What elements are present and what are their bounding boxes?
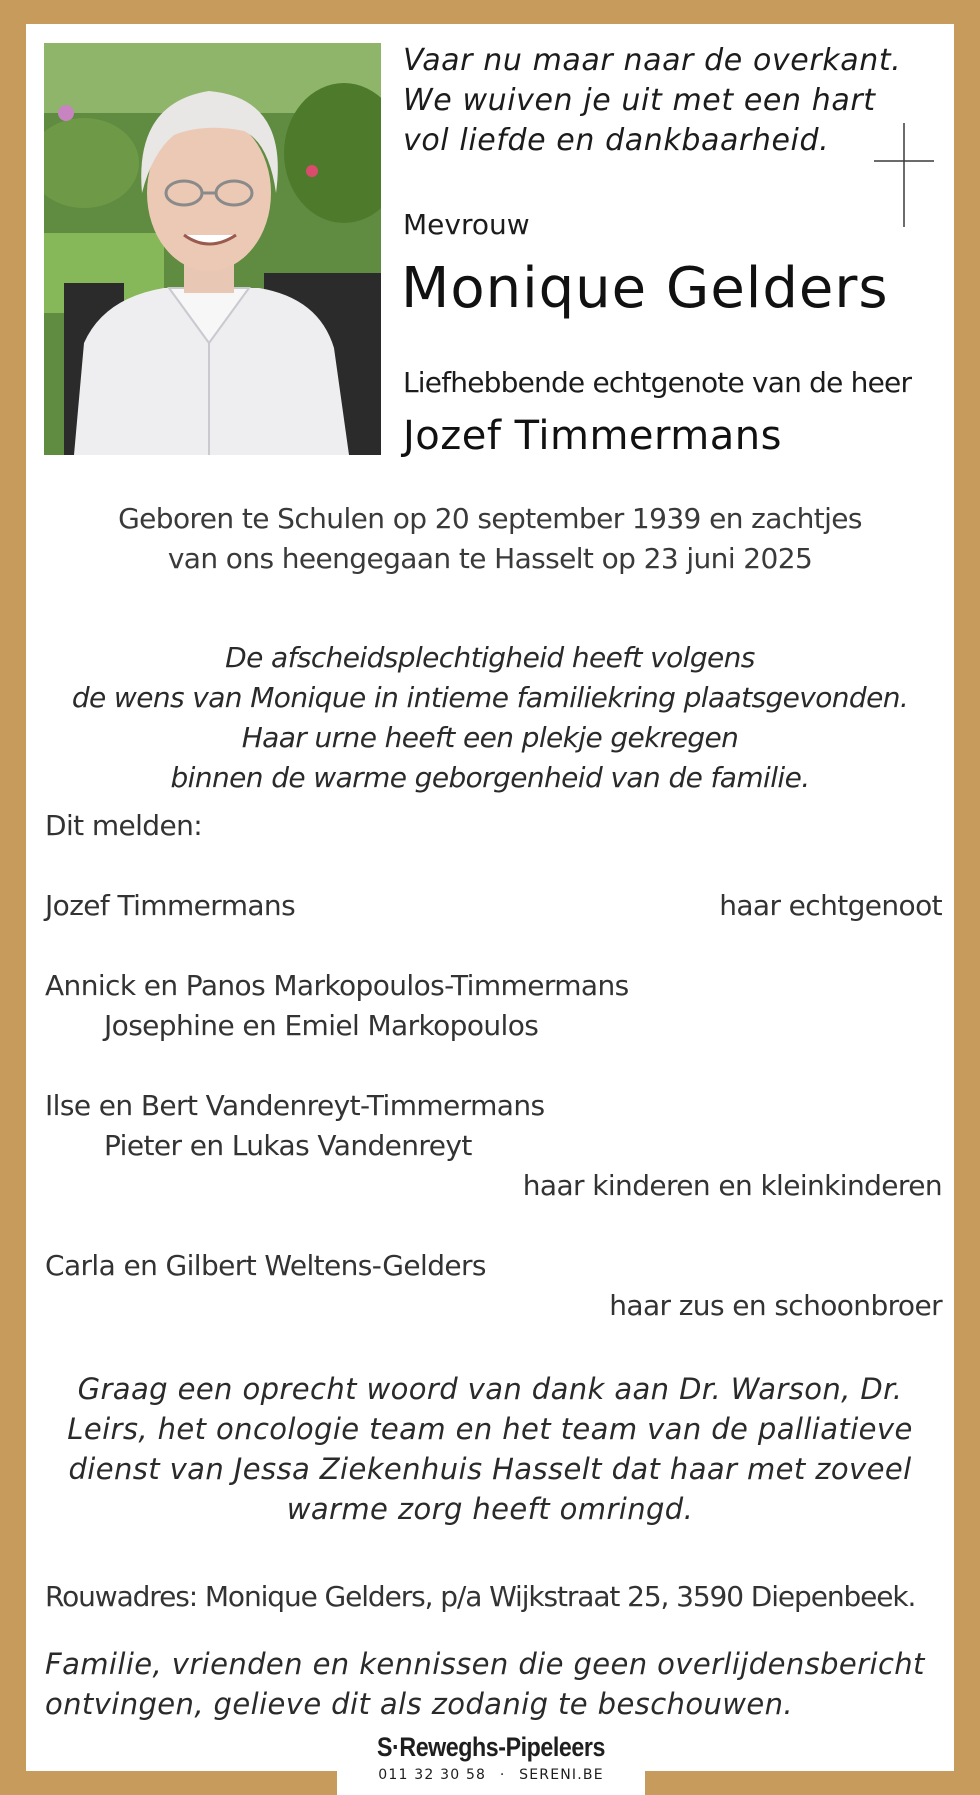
- family-children-role: haar kinderen en kleinkinderen: [522, 1169, 942, 1202]
- thanks-line: Graag een oprecht woord van dank aan Dr. Warson, Dr.: [77, 1372, 903, 1406]
- family-child1-grandchildren: Josephine en Emiel Markopoulos: [104, 1009, 539, 1042]
- funeral-home-logo: S·Reweghs-Pipeleers: [376, 1732, 605, 1762]
- thanks-statement: [56, 1369, 924, 1529]
- thanks-line: Leirs, het oncologie team en het team van de palliatieve: [67, 1412, 913, 1446]
- family-spouse-name: Jozef Timmermans: [45, 889, 296, 922]
- notice-statement: [45, 1644, 925, 1724]
- birth-death-statement: [26, 499, 954, 579]
- poem-line: vol liefde en dankbaarheid.: [403, 123, 830, 158]
- obituary-card: [26, 24, 954, 1771]
- birth-line: Geboren te Schulen op 20 september 1939 en zachtjes: [118, 502, 862, 535]
- deceased-name: Monique Gelders: [401, 256, 889, 321]
- family-child2-couple: Ilse en Bert Vandenreyt-Timmermans: [45, 1089, 545, 1122]
- family-child2-grandchildren: Pieter en Lukas Vandenreyt: [104, 1129, 472, 1162]
- relation-text: Liefhebbende echtgenote van de heer: [403, 366, 912, 399]
- salutation: Mevrouw: [403, 208, 530, 241]
- notice-line: Familie, vrienden en kennissen die geen overlijdensbericht: [45, 1647, 925, 1681]
- notice-line: ontvingen, gelieve dit als zodanig te beschouwen.: [45, 1687, 793, 1721]
- mourning-address: Rouwadres: Monique Gelders, p/a Wijkstraat 25, 3590 Diepenbeek.: [45, 1580, 916, 1613]
- contact-separator: ·: [499, 1767, 506, 1783]
- ceremony-statement: [26, 638, 954, 798]
- thanks-line: warme zorg heeft omringd.: [286, 1492, 694, 1526]
- poem-line: We wuiven je uit met een hart: [403, 83, 876, 118]
- ceremony-line: De afscheidsplechtigheid heeft volgens: [225, 641, 755, 674]
- family-spouse-role: haar echtgenoot: [719, 889, 942, 922]
- portrait-photo: [44, 43, 381, 455]
- latin-cross-icon: [874, 123, 934, 227]
- death-line: van ons heengegaan te Hasselt op 23 juni 2025: [167, 542, 813, 575]
- family-sister-role: haar zus en schoonbroer: [609, 1289, 942, 1322]
- ceremony-line: binnen de warme geborgenheid van de familie.: [170, 761, 810, 794]
- funeral-home-website: SERENI.BE: [519, 1767, 604, 1783]
- funeral-home-footer: [337, 1724, 645, 1795]
- poem-line: Vaar nu maar naar de overkant.: [403, 43, 902, 78]
- funeral-home-phone: 011 32 30 58: [378, 1767, 487, 1783]
- poem-verse: [403, 41, 923, 161]
- ceremony-line: de wens van Monique in intieme familiekring plaatsgevonden.: [71, 681, 909, 714]
- family-child1-couple: Annick en Panos Markopoulos-Timmermans: [45, 969, 629, 1002]
- thanks-line: dienst van Jessa Ziekenhuis Hasselt dat haar met zoveel: [68, 1452, 912, 1486]
- spouse-name: Jozef Timmermans: [403, 413, 782, 459]
- announce-label: Dit melden:: [45, 809, 203, 842]
- family-sister-couple: Carla en Gilbert Weltens-Gelders: [45, 1249, 486, 1282]
- portrait-illustration: [44, 43, 381, 455]
- ceremony-line: Haar urne heeft een plekje gekregen: [241, 721, 739, 754]
- funeral-home-contact: [337, 1767, 645, 1783]
